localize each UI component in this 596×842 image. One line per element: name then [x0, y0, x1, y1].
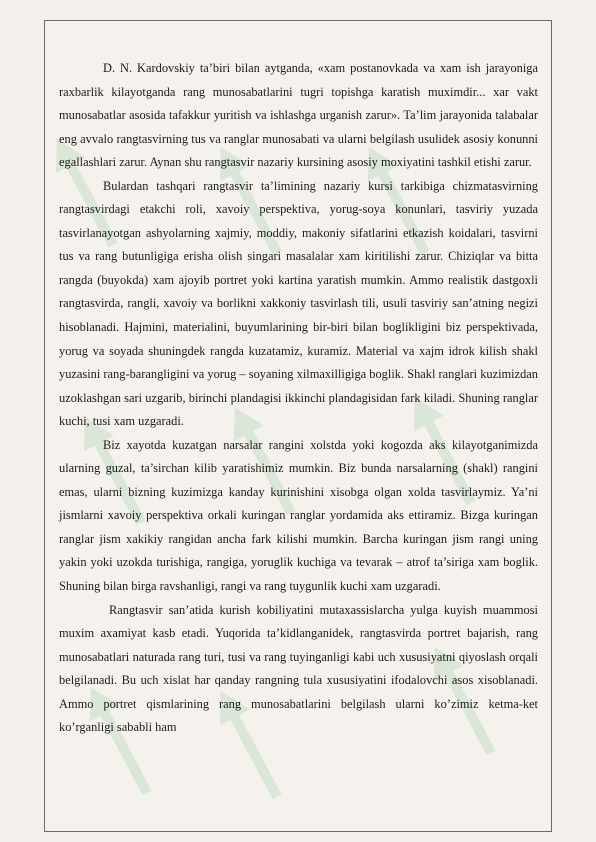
- paragraph: D. N. Kardovskiy ta’biri bilan aytganda, «xam postanovkada va xam ish jarayoniga raxbarlik kilayotganda rang munosabatlarini tugri topishga karatish muximdir... xar vakt munosabatlar asosida tafakkur yuritish va ishlashga urganish zarur». Ta’lim jarayonida talabalar eng avvalo rangtasvirning tus va ranglar munosabati va ularni belgilash usulidek asosiy konunni egallashlari zarur. Aynan shu rangtasvir nazariy kursining asosiy moxiyatini tashkil etishi zarur.: [59, 61, 538, 170]
- paragraph: Bulardan tashqari rangtasvir ta’limining nazariy kursi tarkibiga chizmatasvirning rangtasvirdagi etakchi roli, xavoiy perspektiva, yorug-soya konunlari, tasviriy yuzada tasvirlanayotgan ashyolarning xajmiy, moddiy, makoniy sifatlarini etkazish koidalari, tasvirni tus va rang butunligiga erisha olish singari masalalar xam kiritilishi zarur. Chiziqlar va bitta rangda (buyokda) xam ajoyib portret yoki kartina yaratish mumkin. Ammo realistik dastgoxli rangtasvirda, rangli, xavoiy va borlikni xakkoniy tasvirlash tili, usuli tasviriy san’atning negizi hisoblanadi. Hajmini, materialini, buyumlarining bir-biri bilan boglikligini biz perspektivada, yorug va soyada shuningdek rangda kuzatamiz, kuramiz. Material va xajm idrok kilish shakl yuzasini rang-barangligini va yorug – soyaning xilmaxilligiga boglik. Shakl ranglari kuzimizdan uzoklashgan sari uzgarib, birinchi plandagisi ikkinchi plandagisidan fark kiladi. Shuning ranglar kuchi, tusi xam uzgaradi.: [59, 178, 538, 429]
- document-body: [59, 57, 538, 740]
- paragraph: Biz xayotda kuzatgan narsalar rangini xolstda yoki kogozda aks kilayotganimizda ularning guzal, ta’sirchan kilib yaratishimiz mumkin. Biz bunda narsalarning (shakl) rangini emas, ularni bizning kuzimizga kanday kurinishini xisobga olgan xolda tasvirlaymiz. Ya’ni jismlarni xavoiy perspektiva orkali kuringan ranglar yordamida aks ettiramiz. Bizga kuringan ranglar jism xakikiy rangidan ancha fark kilishi mumkin. Barcha kuringan jism rangi uning yakin yoki uzokda turishiga, rangiga, yoruglik kuchiga va tevarak – atrof ta’siriga xam boglik. Shuning bilan birga ravshanligi, rangi va rang tuygunlik kuchi xam uzgaradi.: [59, 437, 538, 594]
- paragraph: Rangtasvir san’atida kurish kobiliyatini mutaxassislarcha yulga kuyish muammosi muxim axamiyat kasb etadi. Yuqorida ta’kidlanganidek, rangtasvirda portret bajarish, rang munosabatlari naturada rang turi, tusi va rang tuyinganligi kabi uch xususiyatni qiyoslash orqali belgilanadi. Bu uch xislat har qanday rangning tula xususiyatini ifodalovchi asos xisoblanadi. Ammo portret qismlarining rang munosabatlarini belgilash ularni ko’zimiz ketma-ket ko’rganligi sababli ham: [59, 602, 538, 735]
